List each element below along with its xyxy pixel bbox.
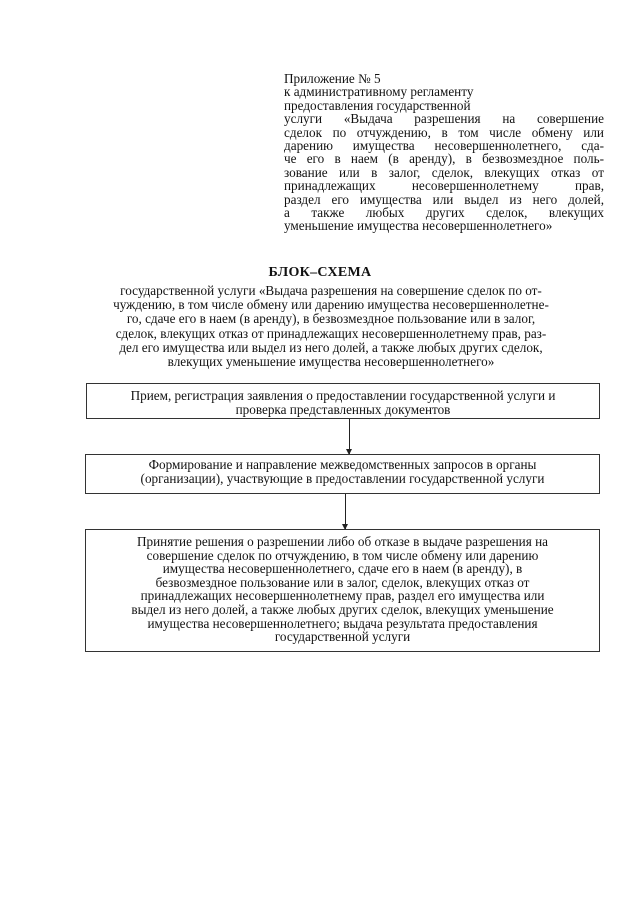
flow-step-reception <box>86 383 600 419</box>
flow-step-decision <box>85 529 600 652</box>
flow-arrow-down-1 <box>349 419 350 454</box>
subtitle-line: чуждению, в том числе обмену или дарению имущества несовершеннолетне- <box>113 297 549 313</box>
flow-step-line: принадлежащих несовершеннолетнему прав, раздел его имущества или <box>140 588 545 604</box>
flow-step-line: Формирование и направление межведомственных запросов в органы <box>148 457 537 472</box>
document-subtitle <box>86 284 576 369</box>
appendix-line: сделок по отчуждению, в том числе обмену или <box>284 124 604 140</box>
flow-step-line: (организации), участвующие в предоставлении государственной услуги <box>140 470 545 486</box>
appendix-line: предоставления государственной <box>284 97 471 113</box>
flow-arrow-down-2 <box>345 494 346 529</box>
subtitle-line: го, сдаче его в наем (в аренду), в безвозмездное пользование или в залог, <box>126 311 536 327</box>
subtitle-line: дел его имущества или выдел из него долей, а также любых других сделок, <box>119 339 543 355</box>
flow-step-line: безвозмездное пользование или в залог, сделок, влекущих отказ от <box>155 574 530 590</box>
flow-step-line: государственной услуги <box>274 629 411 645</box>
appendix-line: услуги «Выдача разрешения на совершение <box>284 111 604 127</box>
appendix-line: к административному регламенту <box>284 84 474 100</box>
flow-step-line: Прием, регистрация заявления о предоставлении государственной услуги и <box>130 388 556 403</box>
appendix-header <box>284 72 604 233</box>
flow-step-line: совершение сделок по отчуждению, в том числе обмену или дарению <box>146 547 539 563</box>
subtitle-line: государственной услуги «Выдача разрешения на совершение сделок по от- <box>120 283 542 298</box>
appendix-line: Приложение № 5 <box>284 71 381 86</box>
flow-step-line: Принятие решения о разрешении либо об отказе в выдаче разрешения на <box>136 534 549 549</box>
flow-step-line: имущества несовершеннолетнего, сдаче его в наем (в аренду), в <box>162 561 523 577</box>
appendix-line: дарению имущества несовершеннолетнего, сда- <box>284 138 604 154</box>
appendix-line: принадлежащих несовершеннолетнему прав, <box>284 178 604 194</box>
appendix-line: а также любых других сделок, влекущих <box>284 205 604 221</box>
subtitle-line: сделок, влекущих отказ от принадлежащих несовершеннолетнему прав, раз- <box>115 325 547 341</box>
flow-step-interagency-requests <box>85 454 600 494</box>
flow-step-line: выдел из него долей, а также любых других сделок, влекущих уменьшение <box>131 601 554 617</box>
appendix-line: че его в наем (в аренду), в безвозмездное поль- <box>284 151 604 167</box>
appendix-line: зование или в залог, сделок, влекущих отказ от <box>284 164 604 180</box>
flow-step-line: имущества несовершеннолетнего; выдача результата предоставления <box>147 615 538 631</box>
subtitle-line: влекущих уменьшение имущества несовершеннолетнего» <box>167 354 495 370</box>
document-title: БЛОК–СХЕМА <box>268 265 372 280</box>
flow-step-line: проверка представленных документов <box>235 401 451 417</box>
appendix-line: уменьшение имущества несовершеннолетнего» <box>284 218 553 234</box>
appendix-line: раздел его имущества или выдел из него долей, <box>284 191 604 207</box>
